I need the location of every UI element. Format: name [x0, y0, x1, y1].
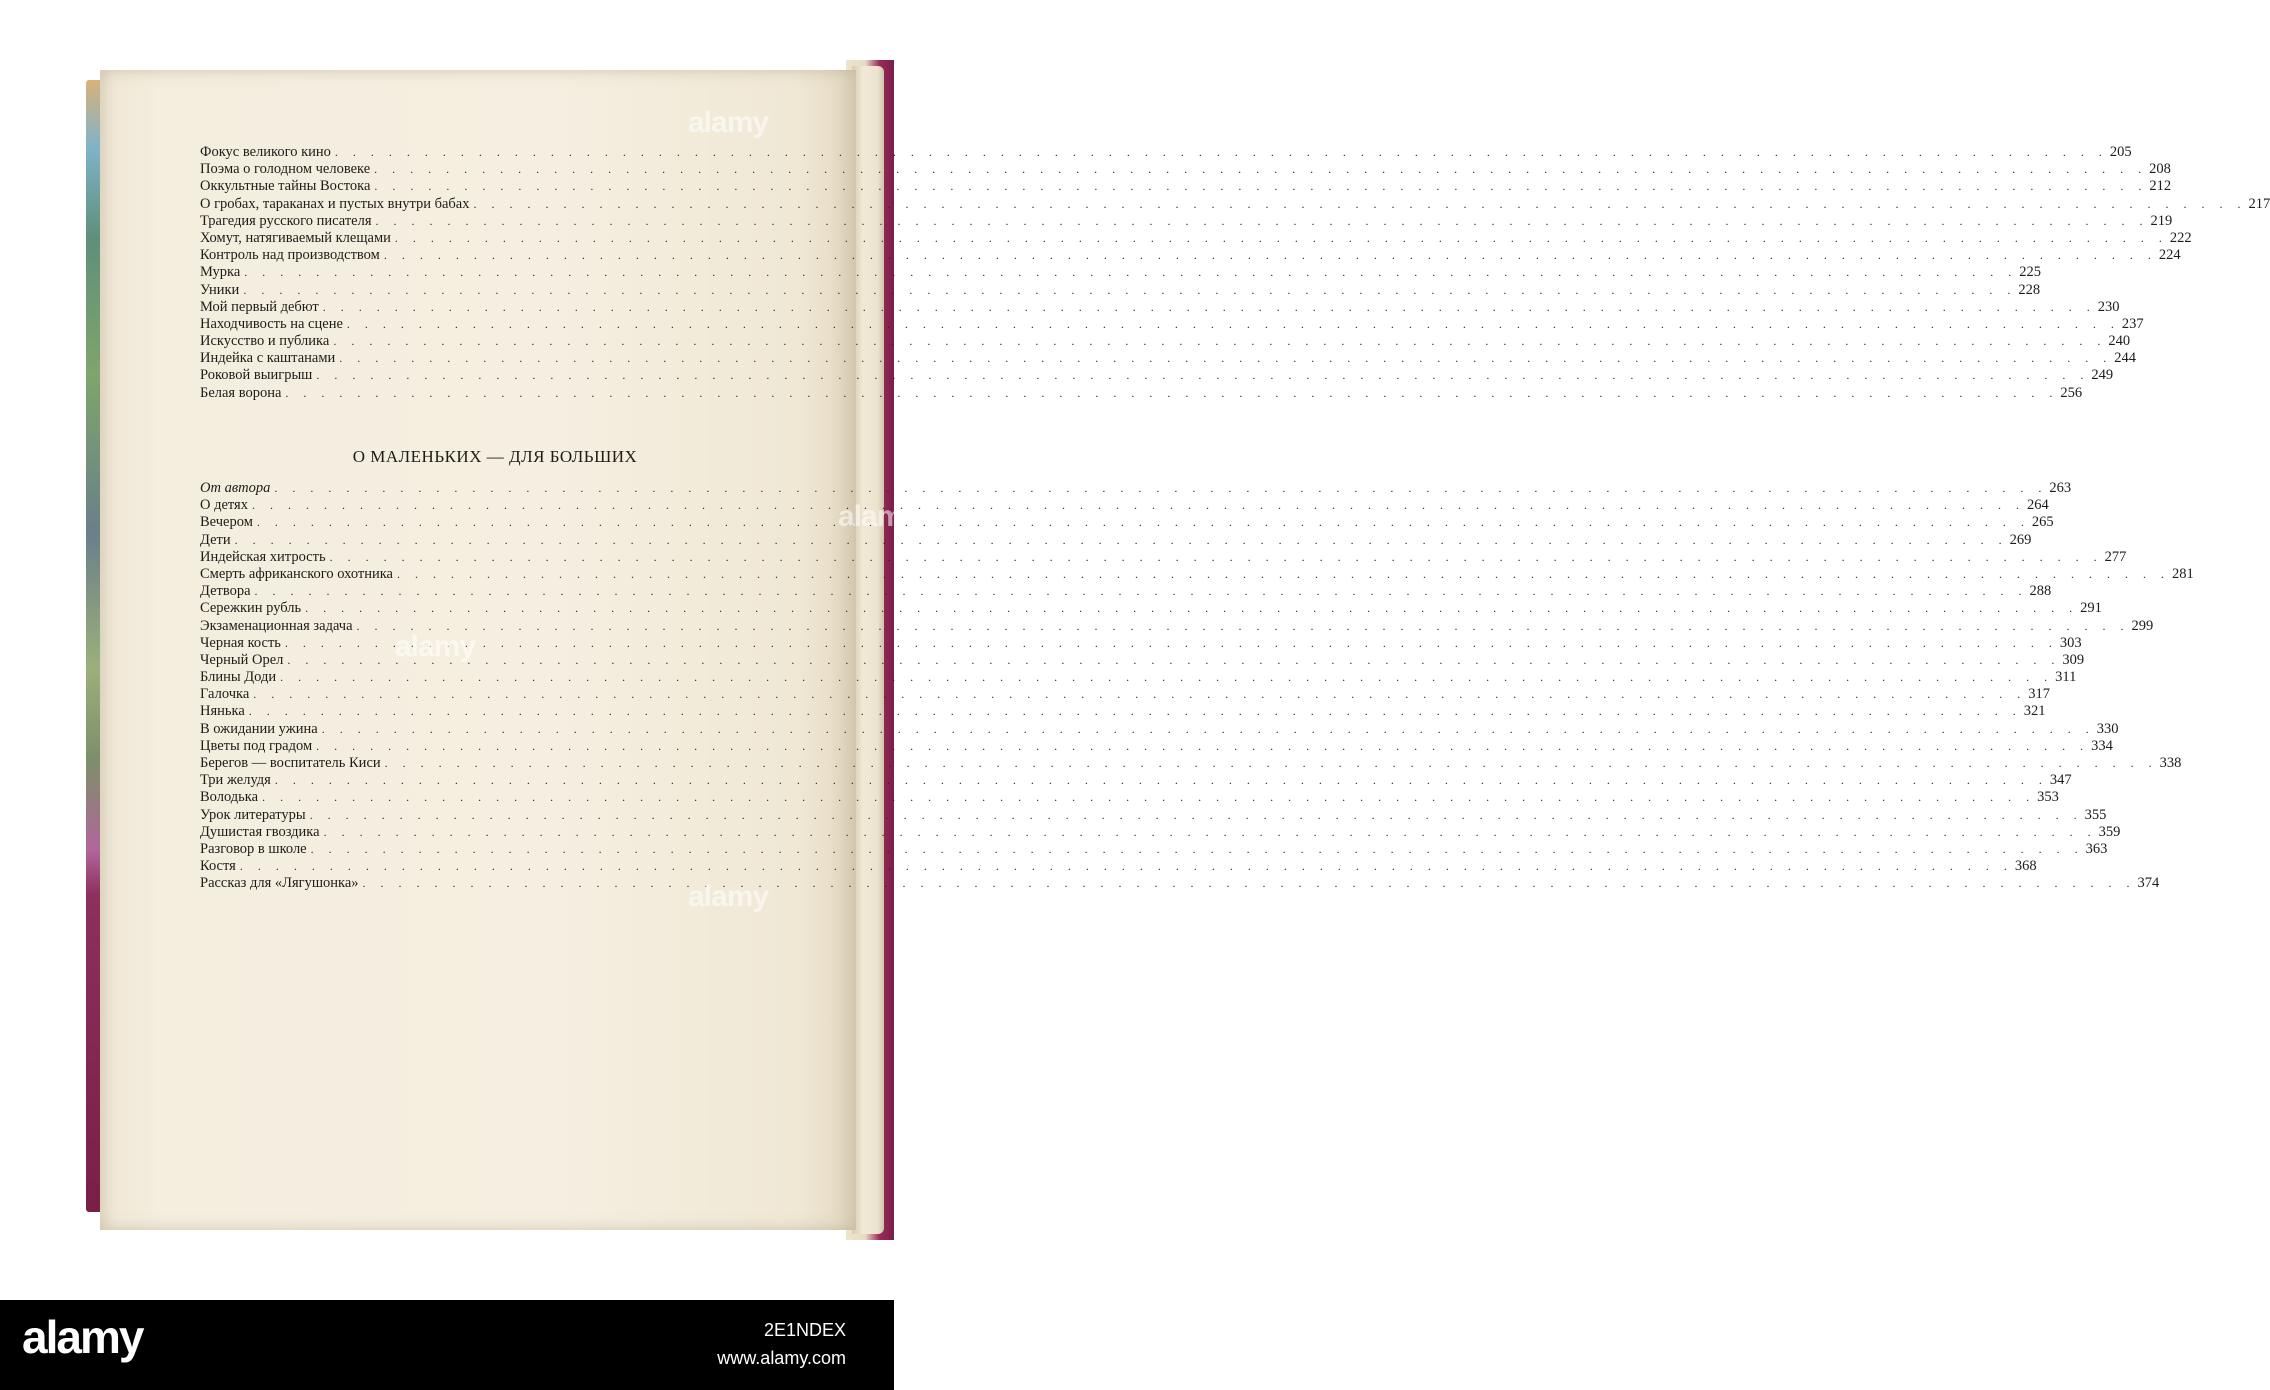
toc-entry-title: Урок литературы [200, 806, 306, 823]
toc-entry-title: Детвора [200, 583, 251, 600]
toc-entry-page: 281 [2172, 565, 2194, 582]
toc-entry-page: 359 [2098, 823, 2121, 840]
toc-entry [200, 755, 2182, 772]
dot-leader [305, 600, 2078, 617]
toc-entry-title: Сережкин рубль [200, 600, 302, 617]
toc-entry [200, 281, 2041, 299]
toc-entry-page: 368 [2014, 858, 2037, 875]
toc-entry-page: 244 [2114, 350, 2137, 367]
toc-entry-title: Хомут, натягиваемый клещами [200, 229, 391, 246]
footer-logo: alamy [22, 1311, 143, 1363]
toc-entry-title: Контроль над производством [200, 247, 380, 264]
toc-entry [200, 789, 2059, 806]
toc-entry-page: 217 [2248, 195, 2270, 212]
toc-entry-title: Находчивость на сцене [200, 315, 343, 332]
toc-entry [200, 195, 2270, 213]
toc-entry [200, 651, 2085, 669]
toc-entry-title: Цветы под градом [200, 737, 313, 754]
toc-entry-page: 222 [2169, 229, 2192, 246]
toc-entry-title: О гробах, тараканах и пустых внутри бабах [200, 195, 470, 212]
dot-leader [374, 178, 2147, 195]
toc-entry-title: Рассказ для «Лягушонка» [200, 875, 359, 892]
toc-entry-title: Володька [200, 789, 259, 806]
toc-entry-title: Блины Доди [200, 669, 277, 686]
dot-leader [335, 144, 2108, 161]
toc-entry-title: Нянька [200, 703, 245, 720]
dot-leader [395, 230, 2168, 247]
toc-entry-page: 249 [2091, 367, 2114, 384]
toc-entry-page: 347 [2049, 772, 2072, 789]
toc-entry [200, 617, 2154, 635]
toc-entry [200, 548, 2127, 566]
toc-entry [200, 669, 2077, 686]
watermark: alamy [688, 106, 769, 139]
dot-leader [253, 686, 2026, 703]
toc-entry [200, 565, 2194, 583]
toc-entry [200, 384, 2083, 402]
toc-entry-page: 277 [2104, 548, 2127, 565]
toc-entry-title: Уники [200, 281, 240, 298]
toc-entry-page: 363 [2085, 840, 2108, 857]
toc-entry [200, 772, 2072, 789]
toc-entry-title: Черный Орел [200, 651, 284, 668]
toc-entry-title: Дети [200, 531, 231, 548]
toc-entry-page: 288 [2029, 583, 2052, 600]
toc-entry-page: 205 [2109, 144, 2132, 160]
toc-entry-title: Белая ворона [200, 384, 282, 401]
dot-leader [252, 497, 2025, 514]
toc-entry [200, 212, 2173, 230]
dot-leader [322, 721, 2095, 738]
toc-entry-title: Поэма о голодном человеке [200, 161, 371, 178]
watermark: alamy [395, 630, 476, 663]
toc-entry-page: 291 [2080, 600, 2102, 617]
toc-entry [200, 161, 2171, 178]
toc-entry [200, 720, 2119, 738]
toc-entry [200, 264, 2042, 281]
toc-entry-page: 309 [2062, 651, 2085, 668]
dot-leader [385, 755, 2158, 772]
toc-entry-page: 212 [2149, 178, 2172, 195]
toc-entry [200, 229, 2192, 247]
toc-entry-page: 237 [2121, 315, 2144, 332]
dot-leader [316, 367, 2089, 384]
toc-entry [200, 367, 2114, 384]
toc-entry-page: 263 [2049, 480, 2072, 496]
toc-entry-title: От автора [200, 480, 271, 496]
toc-entry-title: Роковой выигрыш [200, 367, 313, 384]
toc-entry [200, 298, 2120, 316]
dot-leader [285, 385, 2058, 402]
dot-leader [384, 247, 2157, 264]
toc-entry-title: Фокус великого кино [200, 144, 331, 160]
toc-entry-page: 338 [2159, 755, 2182, 771]
toc-entry [200, 806, 2107, 824]
toc-entry [200, 737, 2113, 755]
toc-entry-title: Индейка с каштанами [200, 350, 336, 367]
toc-entry [200, 840, 2108, 858]
dot-leader [240, 858, 2013, 875]
dot-leader [274, 480, 2047, 497]
dot-leader [397, 566, 2170, 583]
watermark: alamy [688, 880, 769, 913]
toc-entry-page: 224 [2158, 247, 2181, 264]
toc-entry [200, 600, 2102, 617]
toc-entry-page: 374 [2137, 875, 2160, 892]
toc-entry [200, 247, 2181, 264]
toc-entry-title: Галочка [200, 686, 250, 703]
toc-entry-title: Смерть африканского охотника [200, 565, 393, 582]
toc-entry-page: 299 [2131, 617, 2154, 634]
toc-entry-title: Берегов — воспитатель Киси [200, 755, 381, 771]
dot-leader [323, 299, 2096, 316]
toc-entry-title: Черная кость [200, 634, 281, 651]
toc-entry-title: Трагедия русского писателя [200, 212, 372, 229]
toc-entry [200, 583, 2052, 600]
dot-leader [243, 282, 2016, 299]
toc-entry-title: Мой первый дебют [200, 298, 319, 315]
toc-entry [200, 144, 2132, 161]
toc-entry-page: 219 [2150, 212, 2173, 229]
toc-entry-page: 264 [2026, 497, 2049, 514]
toc-entry [200, 703, 2046, 720]
dot-leader [255, 583, 2028, 600]
toc-entry-title: Три желудя [200, 772, 271, 789]
toc-entry-page: 330 [2096, 720, 2119, 737]
dot-leader [249, 703, 2022, 720]
toc-entry [200, 497, 2049, 514]
toc-entry [200, 315, 2144, 333]
dot-leader [310, 807, 2083, 824]
toc-entry-title: В ожидании ужина [200, 720, 318, 737]
dot-leader [357, 618, 2130, 635]
toc-entry [200, 634, 2082, 652]
toc-entry-page: 240 [2108, 333, 2131, 350]
toc-entry-title: Вечером [200, 514, 253, 531]
footer-image-id: 2E1NDEX [763, 1320, 846, 1340]
dot-leader [324, 824, 2097, 841]
toc-entry-page: 311 [2055, 669, 2077, 686]
toc-entry [200, 858, 2037, 875]
dot-leader [262, 789, 2035, 806]
dot-leader [280, 669, 2053, 686]
watermark: alamy [838, 500, 919, 533]
toc-entry-title: Разговор в школе [200, 840, 307, 857]
dot-leader [347, 316, 2120, 333]
toc-entry-page: 353 [2037, 789, 2059, 806]
toc-entry [200, 333, 2131, 350]
toc-entry-title: Экзаменационная задача [200, 617, 353, 634]
dot-leader [339, 350, 2112, 367]
dot-leader [330, 549, 2103, 566]
toc-entry-title: Искусство и публика [200, 333, 330, 350]
toc-entry-title: Оккультные тайны Востока [200, 178, 371, 195]
toc-entry [200, 531, 2032, 549]
dot-leader [333, 333, 2106, 350]
toc-entry-title: О детях [200, 497, 248, 514]
dot-leader [376, 213, 2149, 230]
dot-leader [275, 772, 2048, 789]
section-heading: О МАЛЕНЬКИХ — ДЛЯ БОЛЬШИХ [352, 447, 638, 466]
toc-entry-page: 256 [2060, 384, 2083, 401]
dot-leader [244, 264, 2017, 281]
dot-leader [311, 841, 2084, 858]
toc-entry-title: Мурка [200, 264, 241, 281]
dot-leader [235, 532, 2008, 549]
toc-entry-title: Индейская хитрость [200, 548, 326, 565]
toc-entry-page: 321 [2023, 703, 2046, 720]
toc-entry-page: 230 [2097, 298, 2120, 315]
toc-entry-page: 208 [2149, 161, 2171, 178]
toc-list-part-1 [200, 144, 2270, 402]
toc-entry [200, 480, 2072, 497]
dot-leader [316, 738, 2089, 755]
toc-entry-title: Душистая гвоздика [200, 823, 320, 840]
toc-entry [200, 823, 2121, 841]
toc-entry [200, 350, 2137, 367]
dot-leader [374, 161, 2147, 178]
toc-entry-page: 269 [2009, 531, 2032, 548]
dot-leader [474, 196, 2247, 213]
dot-leader [287, 652, 2060, 669]
toc-entry-page: 303 [2059, 634, 2082, 651]
dot-leader [285, 635, 2058, 652]
toc-entry-page: 355 [2084, 806, 2107, 823]
toc-entry [200, 178, 2172, 195]
toc-entry-title: Костя [200, 858, 236, 875]
toc-entry [200, 686, 2050, 703]
toc-entry-page: 317 [2028, 686, 2050, 703]
toc-entry-page: 225 [2019, 264, 2042, 281]
toc-entry-page: 228 [2018, 281, 2041, 298]
dot-leader [363, 875, 2136, 892]
toc-entry-page: 265 [2031, 514, 2054, 531]
footer-url: www.alamy.com [717, 1348, 846, 1368]
toc-entry-page: 334 [2091, 737, 2113, 754]
dot-leader [257, 514, 2030, 531]
